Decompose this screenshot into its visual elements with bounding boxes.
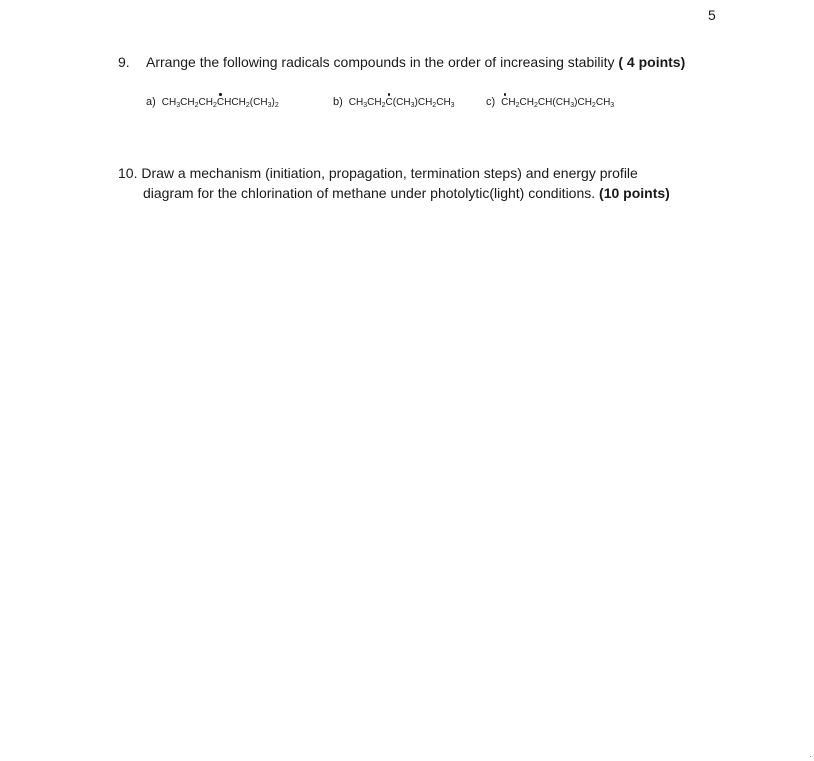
question-10-line2: diagram for the chlorination of methane under photolytic(light) conditions. [143, 185, 600, 201]
option-c-label: c) [486, 96, 496, 108]
option-b [333, 95, 455, 110]
question-9-number: 9. [118, 54, 130, 70]
option-c-formula: $CH_2CH_2CH(CH_3)CH_2CH_3$ [501, 97, 615, 109]
question-10-continued [143, 183, 670, 203]
question-10 [118, 163, 638, 183]
option-a [146, 95, 279, 110]
option-b-label: b) [333, 96, 343, 108]
option-b-formula: $CH_3CH_2C(CH_3)CH_2CH_3$ [348, 97, 455, 109]
question-10-points: (10 points) [599, 185, 670, 201]
question-10-line1: Draw a mechanism (initiation, propagation, termination steps) and energy profile [141, 165, 638, 181]
question-9-points: ( 4 points) [618, 54, 686, 70]
question-10-number: 10. [118, 165, 138, 181]
scan-speck [810, 756, 811, 757]
page-number: 5 [708, 7, 716, 23]
option-a-label: a) [146, 96, 156, 108]
radical-carbon: C [385, 97, 393, 108]
option-a-formula: $CH_3CH_2CH_2CHCH_2(CH_3)_2$ [161, 97, 279, 109]
radical-carbon: C [501, 97, 509, 108]
radical-carbon: C [216, 97, 225, 108]
option-c [486, 95, 614, 110]
question-9-text: Arrange the following radicals compounds in the order of increasing stability [146, 54, 619, 70]
question-9 [118, 52, 685, 72]
